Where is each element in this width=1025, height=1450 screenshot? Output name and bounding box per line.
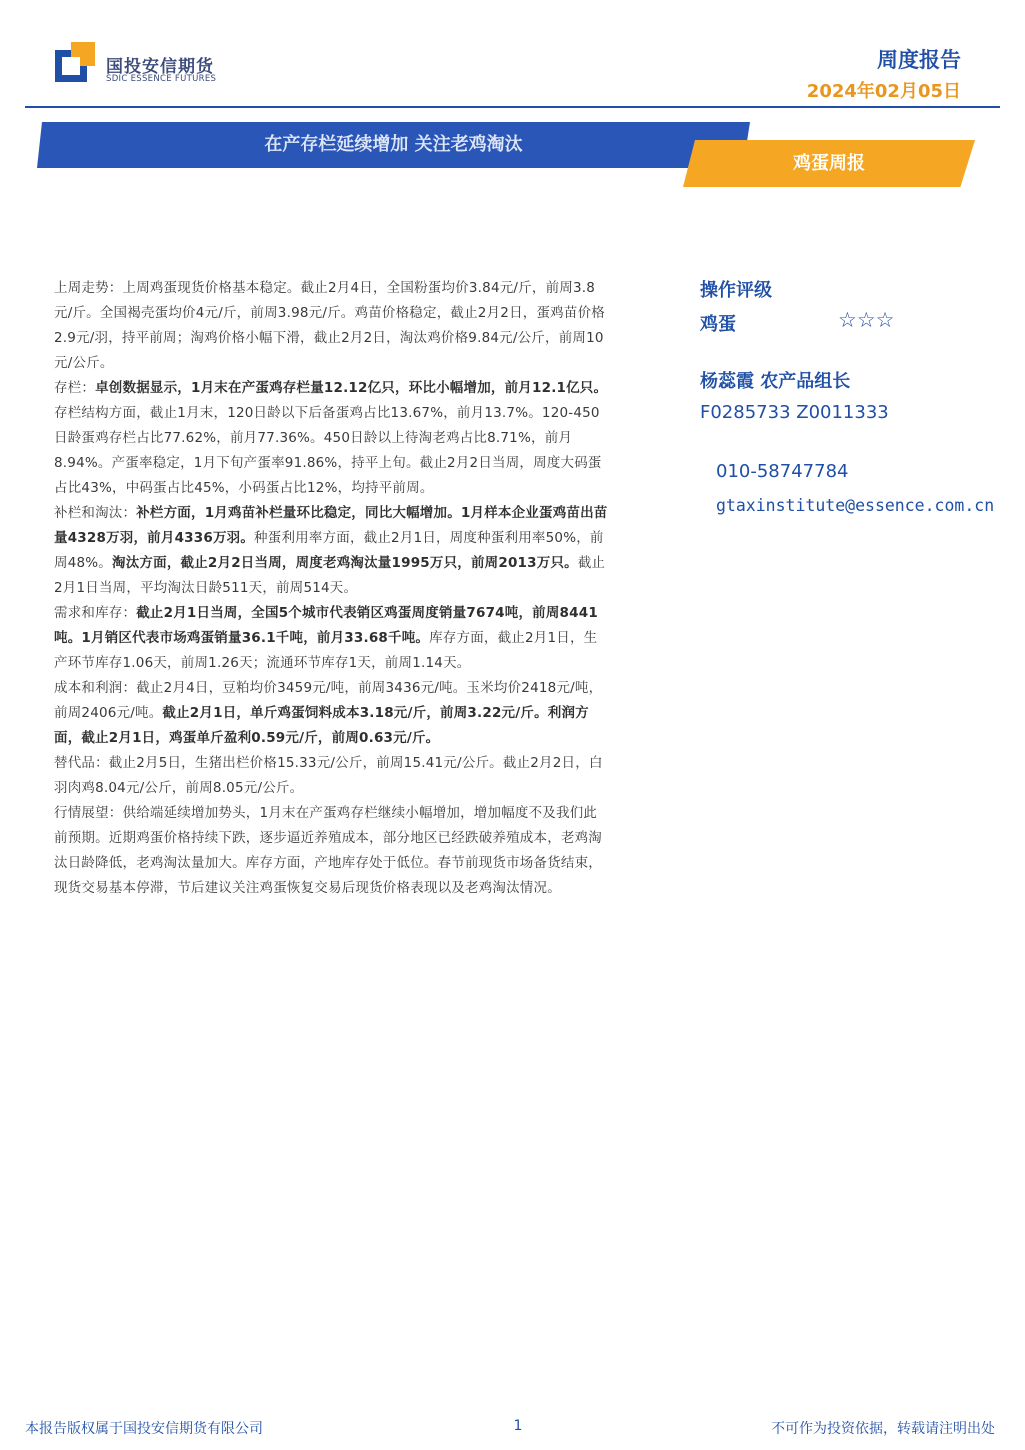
report-subtitle: 鸡蛋周报 bbox=[793, 153, 865, 174]
author-license-ids: F0285733 Z0011333 bbox=[700, 402, 889, 423]
rating-label: 操作评级 bbox=[700, 280, 772, 301]
paragraph-text: 库存方面，截止2月1日，生产环节库存1.06天，前周1.26天；流通环节库存1天，前周1.14天。 bbox=[54, 630, 598, 671]
paragraph-demand-stock bbox=[54, 601, 609, 676]
rating-item: 鸡蛋 bbox=[700, 314, 736, 335]
report-type: 周度报告 bbox=[877, 48, 961, 72]
company-name-cn: 国投安信期货 bbox=[106, 57, 214, 77]
paragraph-text: 截止2月4日，豆粕均价3459元/吨，前周3436元/吨。玉米均价2418元/吨，前周2406元/吨。 bbox=[54, 680, 603, 721]
contact-phone: 010-58747784 bbox=[716, 461, 849, 482]
highlight-text: 卓创数据显示，1月末在产蛋鸡存栏量12.12亿只，环比小幅增加，前月12.1亿只。 bbox=[95, 380, 608, 396]
company-name-en: SDIC ESSENCE FUTURES bbox=[106, 74, 217, 84]
paragraph-restock-culling bbox=[54, 501, 609, 601]
paragraph-text: 存栏结构方面，截止1月末，120日龄以下后备蛋鸡占比13.67%，前月13.7%。120-450日龄蛋鸡存栏占比77.62%，前月77.36%。450日龄以上待淘老鸡占比8.71%，前月8.94%。产蛋率稳定，1月下旬产蛋率91.86%，持平上旬。截止2月2日当周，周度大码蛋占比43%，中码蛋占比45%，小码蛋占比12%，均持平前周。 bbox=[54, 405, 602, 496]
company-logo-icon bbox=[55, 42, 95, 82]
contact-email: gtaxinstitute@essence.com.cn bbox=[716, 496, 995, 515]
report-body bbox=[54, 276, 609, 901]
footer-disclaimer: 不可作为投资依据，转载请注明出处 bbox=[771, 1421, 995, 1437]
header-divider bbox=[25, 106, 1000, 108]
footer-copyright: 本报告版权属于国投安信期货有限公司 bbox=[25, 1421, 263, 1437]
highlight-text: 补栏方面，1月鸡苗补栏量环比稳定，同比大幅增加。1月样本企业蛋鸡苗出苗量4328万羽，前月4336万羽。 bbox=[54, 505, 608, 546]
paragraph-label: 存栏： bbox=[54, 380, 96, 396]
paragraph-text: 截止2月1日当周，平均淘汰日龄511天，前周514天。 bbox=[54, 555, 606, 596]
paragraph-label: 需求和库存： bbox=[54, 605, 137, 621]
paragraph-label: 成本和利润： bbox=[54, 680, 137, 696]
paragraph-substitutes: 替代品：截止2月5日，生猪出栏价格15.33元/公斤，前周15.41元/公斤。截止2月2日，白羽肉鸡8.04元/公斤，前周8.05元/公斤。 bbox=[54, 755, 603, 796]
report-title: 在产存栏延续增加 关注老鸡淘汰 bbox=[264, 134, 523, 155]
paragraph-cost-profit bbox=[54, 676, 609, 751]
paragraph-inventory bbox=[54, 376, 609, 501]
highlight-text: 淘汰方面，截止2月2日当周，周度老鸡淘汰量1995万只，前周2013万只。 bbox=[112, 555, 578, 571]
highlight-text: 截止2月1日当周，全国5个城市代表销区鸡蛋周度销量7674吨，前周8441吨。1月销区代表市场鸡蛋销量36.1千吨，前月33.68千吨。 bbox=[54, 605, 598, 646]
paragraph-text: 种蛋利用率方面，截止2月1日，周度种蛋利用率50%，前周48%。 bbox=[54, 530, 604, 571]
page-number: 1 bbox=[513, 1418, 523, 1434]
paragraph-weekly-trend: 上周走势：上周鸡蛋现货价格基本稳定。截止2月4日，全国粉蛋均价3.84元/斤，前周3.8元/斤。全国褐壳蛋均价4元/斤，前周3.98元/斤。鸡苗价格稳定，截止2月2日，蛋鸡苗价格2.9元/羽，持平前周；淘鸡价格小幅下滑，截止2月2日，淘汰鸡价格9.84元/公斤，前周10元/公斤。 bbox=[54, 280, 605, 371]
rating-stars-icon: ☆☆☆ bbox=[838, 308, 895, 332]
highlight-text: 截止2月1日，单斤鸡蛋饲料成本3.18元/斤，前周3.22元/斤。利润方面，截止2月1日，鸡蛋单斤盈利0.59元/斤，前周0.63元/斤。 bbox=[54, 705, 589, 746]
paragraph-label: 补栏和淘汰： bbox=[54, 505, 137, 521]
paragraph-outlook: 行情展望：供给端延续增加势头，1月末在产蛋鸡存栏继续小幅增加，增加幅度不及我们此前预期。近期鸡蛋价格持续下跌，逐步逼近养殖成本，部分地区已经跌破养殖成本，老鸡淘汰日龄降低，老鸡淘汰量加大。库存方面，产地库存处于低位。春节前现货市场备货结束，现货交易基本停滞，节后建议关注鸡蛋恢复交易后现货价格表现以及老鸡淘汰情况。 bbox=[54, 805, 602, 896]
report-date: 2024年02月05日 bbox=[806, 81, 961, 102]
author-name: 杨蕊霞 农产品组长 bbox=[700, 371, 851, 392]
